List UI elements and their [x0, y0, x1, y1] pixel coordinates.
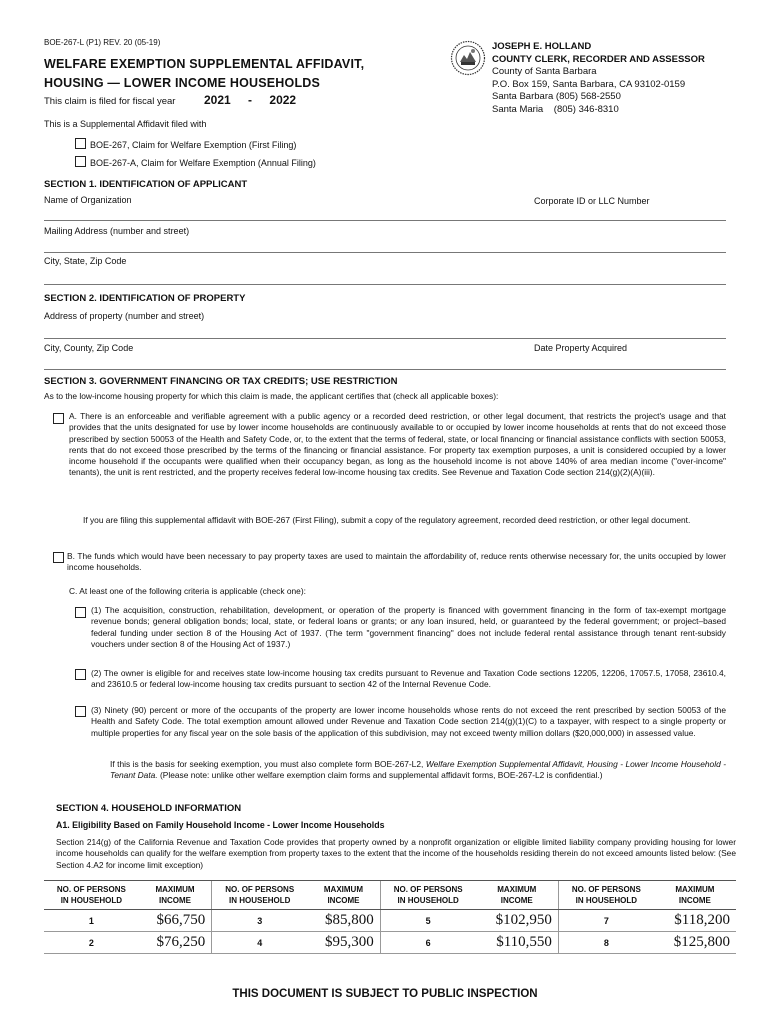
city-state-zip-field[interactable]	[44, 284, 726, 285]
col-income-header: MAXIMUM INCOME	[139, 881, 212, 910]
boe267-label: BOE-267, Claim for Welfare Exemption (First Filing)	[90, 140, 297, 150]
mailing-address-field[interactable]	[44, 252, 726, 253]
income-cell: $110,550	[476, 932, 559, 954]
criterion-a-checkbox[interactable]	[53, 413, 64, 424]
assessor-name: JOSEPH E. HOLLAND	[492, 41, 592, 52]
persons-cell: 7	[558, 910, 653, 932]
col-income-header: MAXIMUM INCOME	[654, 881, 736, 910]
property-address-label: Address of property (number and street)	[44, 311, 205, 321]
criterion-c3-checkbox[interactable]	[75, 706, 86, 717]
criterion-a-text: A. There is an enforceable and verifiable agreement with a public agency or a recorded deed restriction, or other legal document, that restricts the project's usage and that provides that the units designated for use by lower income households are continuously available to or occupied by lower income households at rents that do not exceed those prescribed by section 50053 of the Health and Safety Code, or, to the extent that the terms of federal, state, or local financing or financial assistance conflicts with section 50053, rents that do not exceed those prescribed by the terms of the financing or financial assistance. For property tax exemption purposes, a unit is considered occupied by a lower income household if the occupants were qualified when their occupancy began, as long as the household income is not above 140% of area median income ("over-income" tenants), the unit is rent restricted, and the property receives federal low-income housing tax credits. See Revenue and Taxation Code section 214(g)(2)(A)(iii).	[69, 411, 726, 478]
mailing-address-label: Mailing Address (number and street)	[44, 226, 190, 236]
persons-cell: 8	[558, 932, 653, 954]
table-row	[44, 932, 736, 954]
income-table-header	[44, 881, 736, 910]
section1-heading: SECTION 1. IDENTIFICATION OF APPLICANT	[44, 179, 248, 190]
persons-cell: 1	[44, 910, 139, 932]
income-cell: $125,800	[654, 932, 736, 954]
public-inspection-notice: THIS DOCUMENT IS SUBJECT TO PUBLIC INSPECTION	[232, 988, 538, 1000]
section4-subheading: A1. Eligibility Based on Family Household Income - Lower Income Households	[56, 820, 385, 830]
persons-cell: 5	[380, 910, 475, 932]
section3-heading: SECTION 3. GOVERNMENT FINANCING OR TAX CREDITS; USE RESTRICTION	[44, 376, 398, 387]
corp-id-label: Corporate ID or LLC Number	[534, 196, 650, 206]
assessor-address: P.O. Box 159, Santa Barbara, CA 93102-0159	[492, 78, 686, 90]
col-persons-header: NO. OF PERSONS IN HOUSEHOLD	[44, 881, 139, 910]
county-seal-icon	[450, 40, 486, 76]
criterion-b-checkbox[interactable]	[53, 552, 64, 563]
income-cell: $76,250	[139, 932, 212, 954]
fiscal-year-dash: -	[248, 93, 253, 107]
org-name-field[interactable]	[44, 220, 726, 221]
boe267a-checkbox[interactable]	[75, 156, 86, 167]
c3-note-pre: If this is the basis for seeking exemption, you must also complete form BOE-267-L2,	[110, 759, 426, 769]
fiscal-year-start: 2021	[204, 93, 231, 107]
income-cell: $85,800	[307, 910, 380, 932]
income-cell: $95,300	[307, 932, 380, 954]
criterion-b-text: B. The funds which would have been necessary to pay property taxes are used to maintain the affordability of, reduce rents otherwise necessary for, the units occupied by lower income households.	[67, 551, 726, 573]
form-id: BOE-267-L (P1) REV. 20 (05-19)	[44, 38, 161, 47]
persons-cell: 2	[44, 932, 139, 954]
date-acquired-label: Date Property Acquired	[534, 343, 628, 353]
section3-intro: As to the low-income housing property for which this claim is made, the applicant certifies that (check all applicable boxes):	[44, 391, 499, 401]
criterion-c2-checkbox[interactable]	[75, 669, 86, 680]
fiscal-year-end: 2022	[269, 93, 297, 107]
property-address-field[interactable]	[44, 338, 726, 339]
assessor-office: COUNTY CLERK, RECORDER AND ASSESSOR	[492, 53, 705, 65]
col-persons-header: NO. OF PERSONS IN HOUSEHOLD	[380, 881, 475, 910]
income-cell: $118,200	[654, 910, 736, 932]
c3-note-form-title: Welfare Exemption Supplemental Affidavit, Housing - Lower Income Household - Tenant Data.	[110, 759, 726, 781]
c3-note-post: (Please note: unlike other welfare exemption claim forms and supplemental affidavit forms, BOE-267-L2 is confidential.)	[157, 770, 603, 781]
persons-cell: 6	[380, 932, 475, 954]
income-limit-table	[44, 880, 736, 954]
form-title-line1: WELFARE EXEMPTION SUPPLEMENTAL AFFIDAVIT,	[44, 57, 365, 71]
section4-intro: Section 214(g) of the California Revenue and Taxation Code provides that property owned by a nonprofit organization or eligible limited liability company providing housing for lower income households can qualify for the welfare exemption from property taxes to the extent that the income of the households residing therein do not exceed amounts listed below: (See Section 4.A2 for income limit exception)	[56, 837, 736, 870]
assessor-county: County of Santa Barbara	[492, 66, 597, 78]
section4-heading: SECTION 4. HOUSEHOLD INFORMATION	[56, 803, 242, 814]
fiscal-year-field[interactable]	[204, 93, 296, 107]
city-county-zip-field[interactable]	[44, 369, 726, 370]
option-boe267	[75, 138, 296, 150]
fiscal-year-label: This claim is filed for fiscal year	[44, 96, 176, 107]
form-title-line2: HOUSING — LOWER INCOME HOUSEHOLDS	[44, 76, 321, 90]
persons-cell: 4	[212, 932, 307, 954]
org-name-label: Name of Organization	[44, 195, 132, 205]
persons-cell: 3	[212, 910, 307, 932]
city-state-zip-label: City, State, Zip Code	[44, 256, 127, 266]
criterion-a-note: If you are filing this supplemental affidavit with BOE-267 (First Filing), submit a copy of the regulatory agreement, recorded deed restriction, or other legal document.	[83, 515, 691, 525]
criterion-c3-text: (3) Ninety (90) percent or more of the occupants of the property are lower income households whose rents do not exceed the rent prescribed by section 50053 of the Health and Safety Code. The total exemption amount allowed under Revenue and Taxation Code section 214(g)(1)(C) to a taxpayer, with respect to a single property or multiple properties for any fiscal year on the sole basis of the application of this subdivision, may not exceed twenty million dollars ($20,000,000) in assessed value.	[91, 705, 726, 738]
income-cell: $66,750	[139, 910, 212, 932]
assessor-phone-sb: Santa Barbara (805) 568-2550	[492, 91, 621, 103]
assessor-block	[492, 41, 705, 117]
col-income-header: MAXIMUM INCOME	[307, 881, 380, 910]
col-persons-header: NO. OF PERSONS IN HOUSEHOLD	[558, 881, 653, 910]
criterion-c1-text: (1) The acquisition, construction, rehabilitation, development, or operation of the property is financed with government financing in the form of tax-exempt mortgage revenue bonds; general obligation bonds; local, state, or federal loans or grants; or any loan insured, held, or guaranteed by the federal government; or project–based federal funding under section 8 of the Housing Act of 1937. (The term "government financing" does not include federal rental assistance through tenant rent-subsidy vouchers under section 8 of the Housing Act of 1937.)	[91, 605, 726, 649]
criterion-c1-checkbox[interactable]	[75, 607, 86, 618]
col-persons-header: NO. OF PERSONS IN HOUSEHOLD	[212, 881, 307, 910]
criterion-c3-note	[110, 759, 726, 782]
criterion-c2-text: (2) The owner is eligible for and receives state low-income housing tax credits pursuant to Revenue and Taxation Code sections 12205, 12206, 17057.5, 17058, 23610.4, and 23610.5 or federal low-income housing tax credits pursuant to section 42 of the Internal Revenue Code.	[91, 668, 726, 690]
boe267a-label: BOE-267-A, Claim for Welfare Exemption (Annual Filing)	[90, 158, 316, 168]
criterion-c-intro: C. At least one of the following criteria is applicable (check one):	[69, 586, 306, 596]
supplemental-intro: This is a Supplemental Affidavit filed with	[44, 119, 207, 129]
city-county-zip-label: City, County, Zip Code	[44, 343, 134, 353]
section2-heading: SECTION 2. IDENTIFICATION OF PROPERTY	[44, 293, 246, 304]
boe267-checkbox[interactable]	[75, 138, 86, 149]
col-income-header: MAXIMUM INCOME	[476, 881, 559, 910]
option-boe267a	[75, 156, 316, 168]
income-cell: $102,950	[476, 910, 559, 932]
assessor-phone-sm: Santa Maria (805) 346-8310	[492, 103, 619, 115]
table-row	[44, 910, 736, 932]
